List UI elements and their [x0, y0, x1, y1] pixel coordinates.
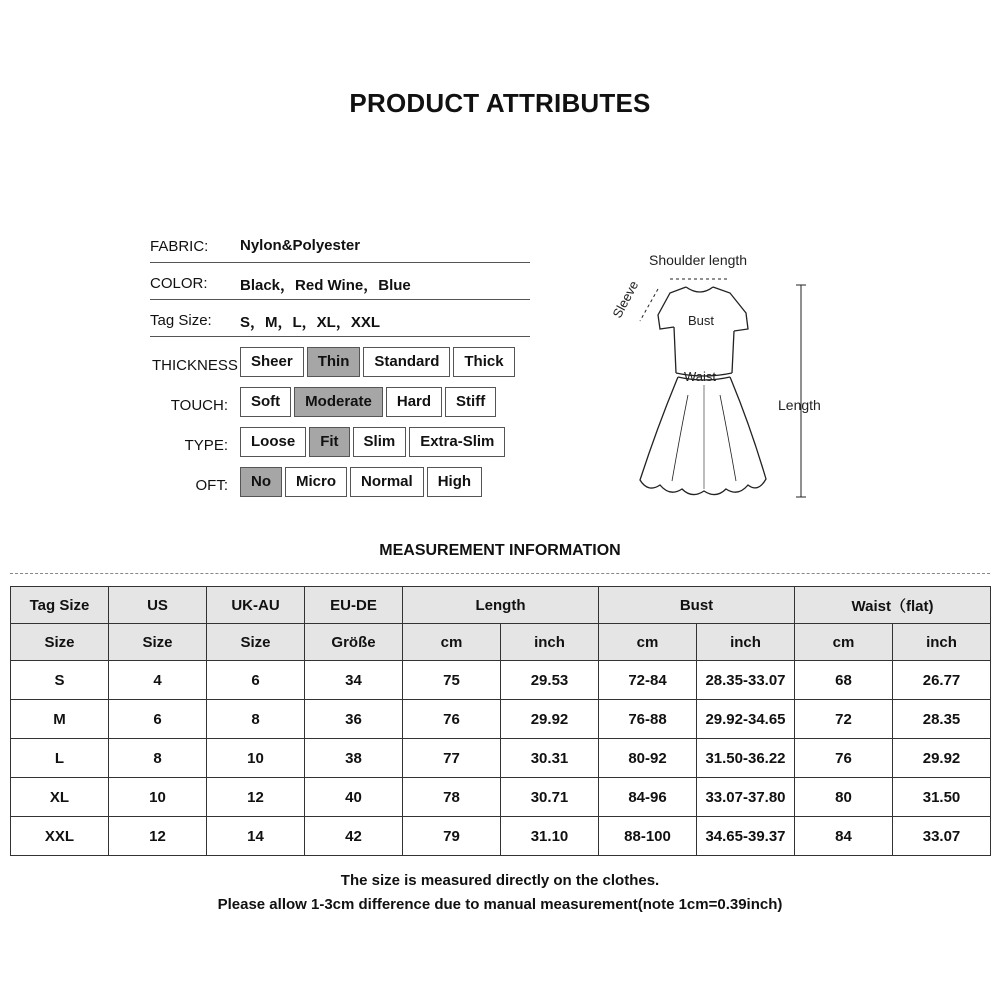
oft-option-normal: Normal	[350, 467, 424, 497]
touch-options	[240, 387, 496, 417]
table-row	[11, 661, 991, 700]
divider	[10, 573, 990, 574]
oft-option-high: High	[427, 467, 482, 497]
table-cell: 79	[403, 817, 501, 856]
table-header-row	[11, 587, 991, 624]
table-cell: 10	[109, 778, 207, 817]
type-label: TYPE:	[184, 437, 228, 454]
touch-option-hard: Hard	[386, 387, 442, 417]
type-options	[240, 427, 505, 457]
table-cell: XXL	[11, 817, 109, 856]
table-cell: 75	[403, 661, 501, 700]
oft-options	[240, 467, 482, 497]
table-cell: 31.50-36.22	[697, 739, 795, 778]
table-cell: 28.35	[893, 700, 991, 739]
column-subheader: cm	[403, 624, 501, 661]
measurement-title: MEASUREMENT INFORMATION	[379, 542, 621, 559]
table-cell: 76-88	[599, 700, 697, 739]
column-subheader: cm	[599, 624, 697, 661]
column-subheader: inch	[893, 624, 991, 661]
attribute-label: COLOR:	[150, 275, 208, 292]
table-cell: 33.07-37.80	[697, 778, 795, 817]
table-cell: 80	[795, 778, 893, 817]
dress-diagram	[600, 245, 840, 510]
table-row	[11, 778, 991, 817]
table-cell: 12	[207, 778, 305, 817]
bust-label: Bust	[688, 313, 715, 328]
table-cell: 8	[109, 739, 207, 778]
table-cell: 36	[305, 700, 403, 739]
table-cell: 4	[109, 661, 207, 700]
column-subheader: Size	[109, 624, 207, 661]
table-cell: 76	[403, 700, 501, 739]
table-cell: 14	[207, 817, 305, 856]
table-cell: 76	[795, 739, 893, 778]
note-measured: The size is measured directly on the clothes.	[340, 872, 660, 889]
type-option-extra-slim: Extra-Slim	[409, 427, 505, 457]
column-header: Tag Size	[11, 587, 109, 624]
column-subheader: Size	[11, 624, 109, 661]
column-header: Bust	[599, 587, 795, 624]
table-cell: 80-92	[599, 739, 697, 778]
column-subheader: Größe	[305, 624, 403, 661]
table-row	[11, 700, 991, 739]
column-subheader: Size	[207, 624, 305, 661]
shoulder-length-label: Shoulder length	[649, 252, 748, 268]
note-difference: Please allow 1-3cm difference due to manual measurement(note 1cm=0.39inch)	[217, 896, 783, 913]
column-subheader: inch	[697, 624, 795, 661]
attribute-label: Tag Size:	[150, 312, 212, 329]
attribute-value: Black，Red Wine，Blue	[240, 277, 411, 294]
table-cell: S	[11, 661, 109, 700]
type-option-fit: Fit	[309, 427, 349, 457]
column-header: Waist（flat)	[795, 587, 991, 624]
table-cell: 72	[795, 700, 893, 739]
column-header: EU-DE	[305, 587, 403, 624]
table-cell: 42	[305, 817, 403, 856]
table-cell: 10	[207, 739, 305, 778]
type-option-slim: Slim	[353, 427, 407, 457]
thickness-option-thin: Thin	[307, 347, 361, 377]
thickness-label: THICKNESS	[152, 357, 238, 374]
table-cell: 68	[795, 661, 893, 700]
table-cell: 31.10	[501, 817, 599, 856]
table-row	[11, 739, 991, 778]
table-cell: 26.77	[893, 661, 991, 700]
page-title: PRODUCT ATTRIBUTES	[349, 88, 651, 118]
table-cell: XL	[11, 778, 109, 817]
touch-option-moderate: Moderate	[294, 387, 383, 417]
table-cell: 84	[795, 817, 893, 856]
waist-label: Waist	[684, 369, 717, 384]
thickness-option-sheer: Sheer	[240, 347, 304, 377]
attribute-row-color	[150, 263, 530, 300]
table-subheader-row	[11, 624, 991, 661]
measurement-table	[10, 586, 991, 856]
attribute-value: S，M，L，XL，XXL	[240, 314, 381, 331]
touch-option-soft: Soft	[240, 387, 291, 417]
table-cell: 28.35-33.07	[697, 661, 795, 700]
attribute-row-fabric	[150, 226, 530, 263]
table-cell: 8	[207, 700, 305, 739]
table-cell: 88-100	[599, 817, 697, 856]
table-cell: 78	[403, 778, 501, 817]
table-cell: 84-96	[599, 778, 697, 817]
attribute-value: Nylon&Polyester	[240, 237, 361, 254]
table-cell: 34	[305, 661, 403, 700]
table-cell: 6	[109, 700, 207, 739]
table-cell: 29.53	[501, 661, 599, 700]
table-cell: 72-84	[599, 661, 697, 700]
table-row	[11, 817, 991, 856]
oft-option-no: No	[240, 467, 282, 497]
table-cell: 40	[305, 778, 403, 817]
table-cell: 77	[403, 739, 501, 778]
type-option-loose: Loose	[240, 427, 306, 457]
touch-option-stiff: Stiff	[445, 387, 496, 417]
column-header: UK-AU	[207, 587, 305, 624]
table-body	[11, 661, 991, 856]
attribute-label: FABRIC:	[150, 238, 209, 255]
column-header: US	[109, 587, 207, 624]
table-cell: M	[11, 700, 109, 739]
table-cell: 34.65-39.37	[697, 817, 795, 856]
length-label: Length	[778, 397, 821, 413]
table-cell: 38	[305, 739, 403, 778]
table-cell: 29.92	[501, 700, 599, 739]
table-cell: 29.92-34.65	[697, 700, 795, 739]
touch-label: TOUCH:	[170, 397, 228, 414]
table-cell: 6	[207, 661, 305, 700]
thickness-option-standard: Standard	[363, 347, 450, 377]
thickness-options	[240, 347, 515, 377]
column-subheader: inch	[501, 624, 599, 661]
table-cell: 29.92	[893, 739, 991, 778]
table-cell: 33.07	[893, 817, 991, 856]
column-header: Length	[403, 587, 599, 624]
table-cell: 30.31	[501, 739, 599, 778]
column-subheader: cm	[795, 624, 893, 661]
table-cell: 12	[109, 817, 207, 856]
table-cell: 31.50	[893, 778, 991, 817]
oft-option-micro: Micro	[285, 467, 347, 497]
table-cell: L	[11, 739, 109, 778]
attribute-row-tag-size	[150, 300, 530, 337]
table-cell: 30.71	[501, 778, 599, 817]
sleeve-label: Sleeve	[609, 278, 642, 321]
thickness-option-thick: Thick	[453, 347, 514, 377]
oft-label: OFT:	[195, 477, 228, 494]
